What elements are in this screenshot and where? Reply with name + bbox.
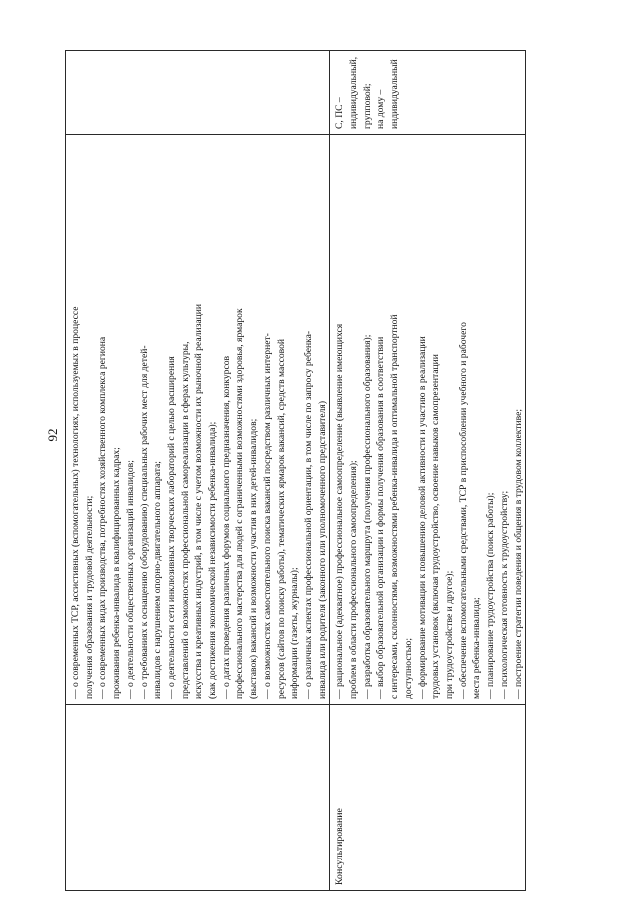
text-line: трудовых установок (включая трудоустройство, освоение навыков самопрезентации xyxy=(430,354,442,699)
text-line: С, ПС – xyxy=(334,97,346,129)
text-line: — о деятельности общественных организаций инвалидов; xyxy=(124,460,136,699)
text-line: места ребенка-инвалида; xyxy=(471,597,483,699)
table-row xyxy=(330,51,526,891)
text-line: искусства и креативных индустрий, в том числе с учетом возможности их рыночной реализации xyxy=(193,303,205,699)
text-line: — о современных ТСР, ассистивных (вспомогательных) технологиях, используемых в процессе xyxy=(70,306,81,699)
text-line: — планирование трудоустройства (поиск работы); xyxy=(485,492,497,699)
text-line: (как достижения экономической независимости ребенка-инвалида); xyxy=(207,421,219,699)
text-line: индивидуальный xyxy=(389,59,401,129)
text-line: ресурсов (сайтов по поиску работы), тематических ярмарок вакансий, средств массовой xyxy=(275,338,287,699)
text-line: проблем в области профессионального самоопределения); xyxy=(348,460,360,699)
text-line: с интересами, склонностями, возможностями ребенка-инвалида и оптимальной транспортной xyxy=(389,314,401,699)
text-line: на дому – xyxy=(375,89,387,129)
service-name xyxy=(66,705,69,890)
text-line: — о различных аспектах профессиональной ориентации, в том числе по запросу ребенка- xyxy=(302,330,314,699)
text-line: представлений о возможностях профессиональной самореализации в сферах культуры, xyxy=(179,341,191,699)
text-line: инвалида или родителя (законного или уполномоченного представителя) xyxy=(316,400,328,699)
service-name-cell xyxy=(66,705,330,891)
service-form-cell xyxy=(330,51,526,135)
text-line: (выставок) вакансий и возможности участия в них детей-инвалидов; xyxy=(248,418,260,699)
text-line: информации (газеты, журналы); xyxy=(289,567,301,699)
text-line: групповой; xyxy=(361,83,373,129)
service-content-cell xyxy=(66,135,330,705)
text-line: проживания ребенка-инвалида в квалифицированных кадрах; xyxy=(111,447,123,699)
text-line: — о датах проведения различных форумов социального предназначения, конкурсов xyxy=(220,355,232,699)
service-content-cell xyxy=(330,135,526,705)
page-number: 92 xyxy=(45,428,60,442)
service-name: Консультирование xyxy=(334,808,346,885)
text-line: — выбор образовательной организации и формы получения образования в соответствии xyxy=(375,336,387,699)
text-line: — построение стратегии поведения и общения в трудовом коллективе; xyxy=(512,408,524,699)
text-line: — о требованиях к оснащению (оборудованию) специальных рабочих мест для детей- xyxy=(138,345,150,699)
text-line: — разработка образовательного маршрута (получения профессионального образования); xyxy=(361,334,373,699)
text-line: доступностью; xyxy=(402,637,414,699)
text-line: индивидуальный, xyxy=(348,56,360,129)
service-name-cell xyxy=(330,705,526,891)
text-line: — о возможностях самостоятельного поиска вакансий посредством различных интернет- xyxy=(261,333,273,699)
service-content xyxy=(330,135,525,704)
text-line: — о современных видах производства, потребностях хозяйственного комплекса региона xyxy=(97,336,109,699)
service-form xyxy=(330,51,402,134)
text-line: — формирование мотивации к повышению деловой активности и участию в реализации xyxy=(416,336,428,699)
service-form xyxy=(66,51,69,134)
text-line: — о деятельности сети инклюзивных творческих лабораторий с целью расширения xyxy=(165,356,177,699)
text-line: профессионального мастерства для людей с ограниченными возможностями здоровья, ярмарок xyxy=(234,308,246,699)
table-row xyxy=(66,51,330,891)
text-line: — психологическая готовность к трудоустройству; xyxy=(498,490,510,699)
service-form-cell xyxy=(66,51,330,135)
rotated-service-table xyxy=(65,50,526,891)
service-content xyxy=(66,135,329,704)
text-line: получения образования и трудовой деятельности; xyxy=(83,495,95,699)
text-line: — обеспечение вспомогательными средствами, ТСР в приспособлении учебного и рабочего xyxy=(457,322,469,699)
text-line: при трудоустройстве и другое); xyxy=(443,570,455,699)
text-line: инвалидов с нарушением опорно-двигательного аппарата; xyxy=(152,461,164,699)
text-line: — рациональное (адекватное) профессиональное самоопределение (выявление имеющихся xyxy=(334,323,346,699)
